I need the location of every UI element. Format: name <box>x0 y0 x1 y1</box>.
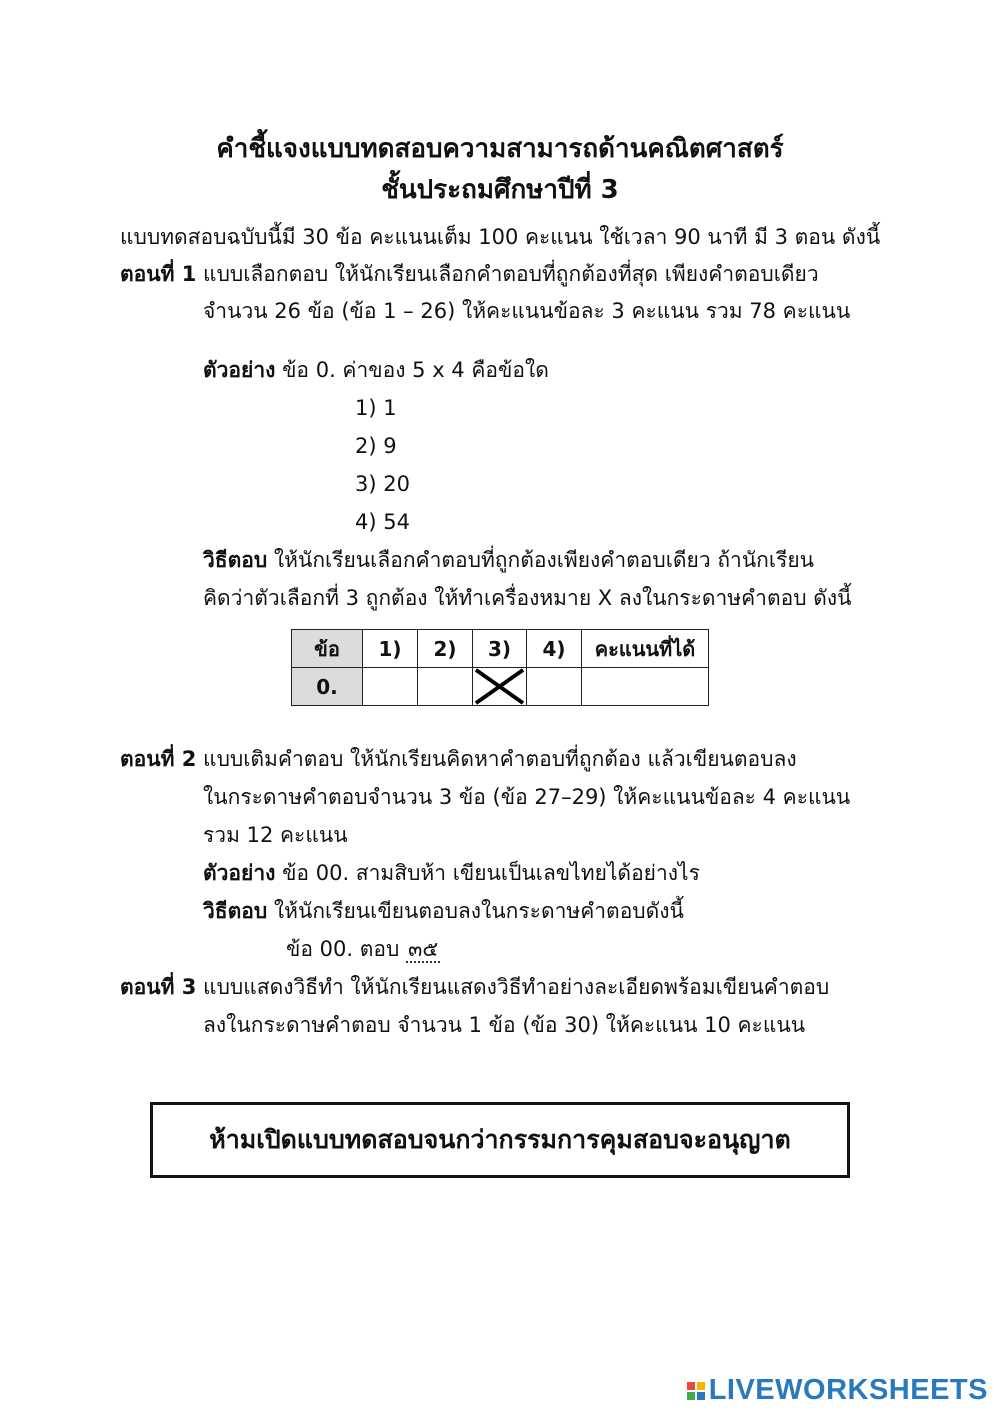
part1-line1 <box>120 259 819 289</box>
part3-line2: ลงในกระดาษคำตอบ จำนวน 1 ข้อ (ข้อ 30) ให้คะแนน 10 คะแนน <box>203 1013 806 1037</box>
answer-cell-2 <box>418 668 473 706</box>
part2-example-text: ข้อ 00. สามสิบห้า เขียนเป็นเลขไทยได้อย่างไร <box>275 861 700 885</box>
page-subtitle: ชั้นประถมศึกษาปีที่ 3 <box>381 175 619 205</box>
part2-method <box>203 896 684 926</box>
part3-line1 <box>120 972 829 1002</box>
x-mark-icon <box>473 668 526 705</box>
answer-table-row <box>292 668 709 706</box>
choice-3: 3) 20 <box>355 472 410 496</box>
part1-example <box>203 355 549 385</box>
part2-line3: รวม 12 คะแนน <box>203 823 348 847</box>
part2-answer-prefix: ข้อ 00. ตอบ <box>286 937 406 961</box>
part2-line1 <box>120 744 797 774</box>
part2-example <box>203 858 700 888</box>
answer-sheet-table <box>291 629 709 706</box>
header-choice-3: 3) <box>473 630 527 668</box>
part2-answer-value: ๓๕ <box>407 937 439 961</box>
part3-label: ตอนที่ 3 <box>120 975 197 999</box>
part1-method <box>203 545 814 575</box>
intro-text: แบบทดสอบฉบับนี้มี 30 ข้อ คะแนนเต็ม 100 คะแนน ใช้เวลา 90 นาที มี 3 ตอน ดังนี้ <box>120 225 881 249</box>
part1-label: ตอนที่ 1 <box>120 262 197 286</box>
choice-4: 4) 54 <box>355 510 410 534</box>
part2-line1-text: แบบเติมคำตอบ ให้นักเรียนคิดหาคำตอบที่ถูกต้อง แล้วเขียนตอบลง <box>196 747 797 771</box>
header-item: ข้อ <box>292 630 363 668</box>
part2-example-label: ตัวอย่าง <box>203 861 276 885</box>
row-label: 0. <box>292 668 363 706</box>
logo-grid-icon <box>687 1382 705 1400</box>
header-choice-2: 2) <box>418 630 473 668</box>
liveworksheets-logo[interactable] <box>687 1374 988 1407</box>
header-choice-1: 1) <box>363 630 418 668</box>
answer-cell-1 <box>363 668 418 706</box>
part2-method-text: ให้นักเรียนเขียนตอบลงในกระดาษคำตอบดังนี้ <box>267 899 684 923</box>
answer-table-header <box>292 630 709 668</box>
part1-method-label: วิธีตอบ <box>203 548 268 572</box>
part2-line2: ในกระดาษคำตอบจำนวน 3 ข้อ (ข้อ 27–29) ให้คะแนนข้อละ 4 คะแนน <box>203 785 851 809</box>
part1-method-line1: ให้นักเรียนเลือกคำตอบที่ถูกต้องเพียงคำตอบเดียว ถ้านักเรียน <box>267 548 815 572</box>
part1-line2: จำนวน 26 ข้อ (ข้อ 1 – 26) ให้คะแนนข้อละ 3 คะแนน รวม 78 คะแนน <box>203 299 851 323</box>
choice-1: 1) 1 <box>355 396 397 420</box>
notice-box <box>150 1102 850 1178</box>
part2-label: ตอนที่ 2 <box>120 747 197 771</box>
part2-answer <box>286 934 440 964</box>
part2-method-label: วิธีตอบ <box>203 899 268 923</box>
header-choice-4: 4) <box>527 630 582 668</box>
score-cell <box>582 668 709 706</box>
part3-line1-text: แบบแสดงวิธีทำ ให้นักเรียนแสดงวิธีทำอย่างละเอียดพร้อมเขียนคำตอบ <box>196 975 830 999</box>
part1-example-label: ตัวอย่าง <box>203 358 276 382</box>
notice-text: ห้ามเปิดแบบทดสอบจนกว่ากรรมการคุมสอบจะอนุญาต <box>209 1125 791 1154</box>
page-title: คำชี้แจงแบบทดสอบความสามารถด้านคณิตศาสตร์ <box>216 134 784 164</box>
part1-example-text: ข้อ 0. ค่าของ 5 x 4 คือข้อใด <box>275 358 549 382</box>
part1-line1-text: แบบเลือกตอบ ให้นักเรียนเลือกคำตอบที่ถูกต้องที่สุด เพียงคำตอบเดียว <box>196 262 819 286</box>
header-score: คะแนนที่ได้ <box>582 630 709 668</box>
answer-cell-3 <box>473 668 527 706</box>
answer-cell-4 <box>527 668 582 706</box>
choice-2: 2) 9 <box>355 434 397 458</box>
part1-method-line2: คิดว่าตัวเลือกที่ 3 ถูกต้อง ให้ทำเครื่องหมาย X ลงในกระดาษคำตอบ ดังนี้ <box>203 586 852 610</box>
logo-text: LIVEWORKSHEETS <box>708 1374 988 1406</box>
